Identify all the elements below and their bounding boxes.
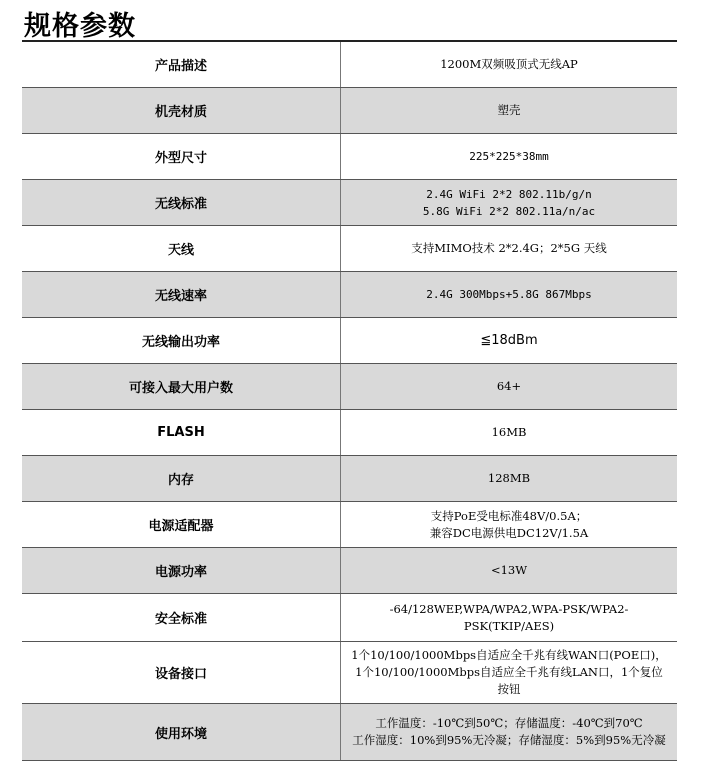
- spec-value: 1200M双频吸顶式无线AP: [341, 41, 678, 88]
- spec-label: 无线速率: [22, 272, 341, 318]
- spec-label: 产品描述: [22, 41, 341, 88]
- spec-row-description: [22, 41, 677, 88]
- spec-value: ≦18dBm: [341, 318, 678, 364]
- spec-label: 电源功率: [22, 548, 341, 594]
- spec-value: -64/128WEP,WPA/WPA2,WPA-PSK/WPA2- PSK(TKIP/AES): [341, 594, 678, 642]
- spec-row-flash: [22, 410, 677, 456]
- spec-row-wireless-standard: [22, 180, 677, 226]
- page-title: 规格参数: [24, 11, 136, 42]
- spec-row-environment: [22, 704, 677, 761]
- spec-label: 无线输出功率: [22, 318, 341, 364]
- spec-value: 支持PoE受电标准48V/0.5A； 兼容DC电源供电DC12V/1.5A: [341, 502, 678, 548]
- spec-value: 1个10/100/1000Mbps自适应全千兆有线WAN口(POE口)， 1个10/100/1000Mbps自适应全千兆有线LAN口，1个复位 按钮: [341, 642, 678, 704]
- spec-label: 设备接口: [22, 642, 341, 704]
- spec-label: 电源适配器: [22, 502, 341, 548]
- spec-value: 16MB: [341, 410, 678, 456]
- spec-row-output-power: [22, 318, 677, 364]
- spec-label: FLASH: [22, 410, 341, 456]
- spec-row-interfaces: [22, 642, 677, 704]
- spec-value: 工作温度：-10℃到50℃；存储温度：-40℃到70℃ 工作湿度：10%到95%无冷凝；存储湿度：5%到95%无冷凝: [341, 704, 678, 761]
- spec-row-security: [22, 594, 677, 642]
- spec-row-antenna: [22, 226, 677, 272]
- spec-value: 塑壳: [341, 88, 678, 134]
- spec-row-memory: [22, 456, 677, 502]
- spec-value: 2.4G WiFi 2*2 802.11b/g/n 5.8G WiFi 2*2 802.11a/n/ac: [341, 180, 678, 226]
- spec-row-power-adapter: [22, 502, 677, 548]
- spec-value: 225*225*38mm: [341, 134, 678, 180]
- specs-table: [22, 40, 677, 761]
- spec-label: 天线: [22, 226, 341, 272]
- spec-label: 机壳材质: [22, 88, 341, 134]
- spec-value: 2.4G 300Mbps+5.8G 867Mbps: [341, 272, 678, 318]
- spec-label: 可接入最大用户数: [22, 364, 341, 410]
- spec-row-max-users: [22, 364, 677, 410]
- spec-value: <13W: [341, 548, 678, 594]
- spec-value: 支持MIMO技术 2*2.4G；2*5G 天线: [341, 226, 678, 272]
- spec-value: 64+: [341, 364, 678, 410]
- spec-label: 外型尺寸: [22, 134, 341, 180]
- spec-row-power-consumption: [22, 548, 677, 594]
- spec-row-housing: [22, 88, 677, 134]
- spec-label: 内存: [22, 456, 341, 502]
- spec-value: 128MB: [341, 456, 678, 502]
- spec-row-dimensions: [22, 134, 677, 180]
- spec-label: 无线标准: [22, 180, 341, 226]
- spec-label: 使用环境: [22, 704, 341, 761]
- spec-label: 安全标准: [22, 594, 341, 642]
- spec-row-wireless-rate: [22, 272, 677, 318]
